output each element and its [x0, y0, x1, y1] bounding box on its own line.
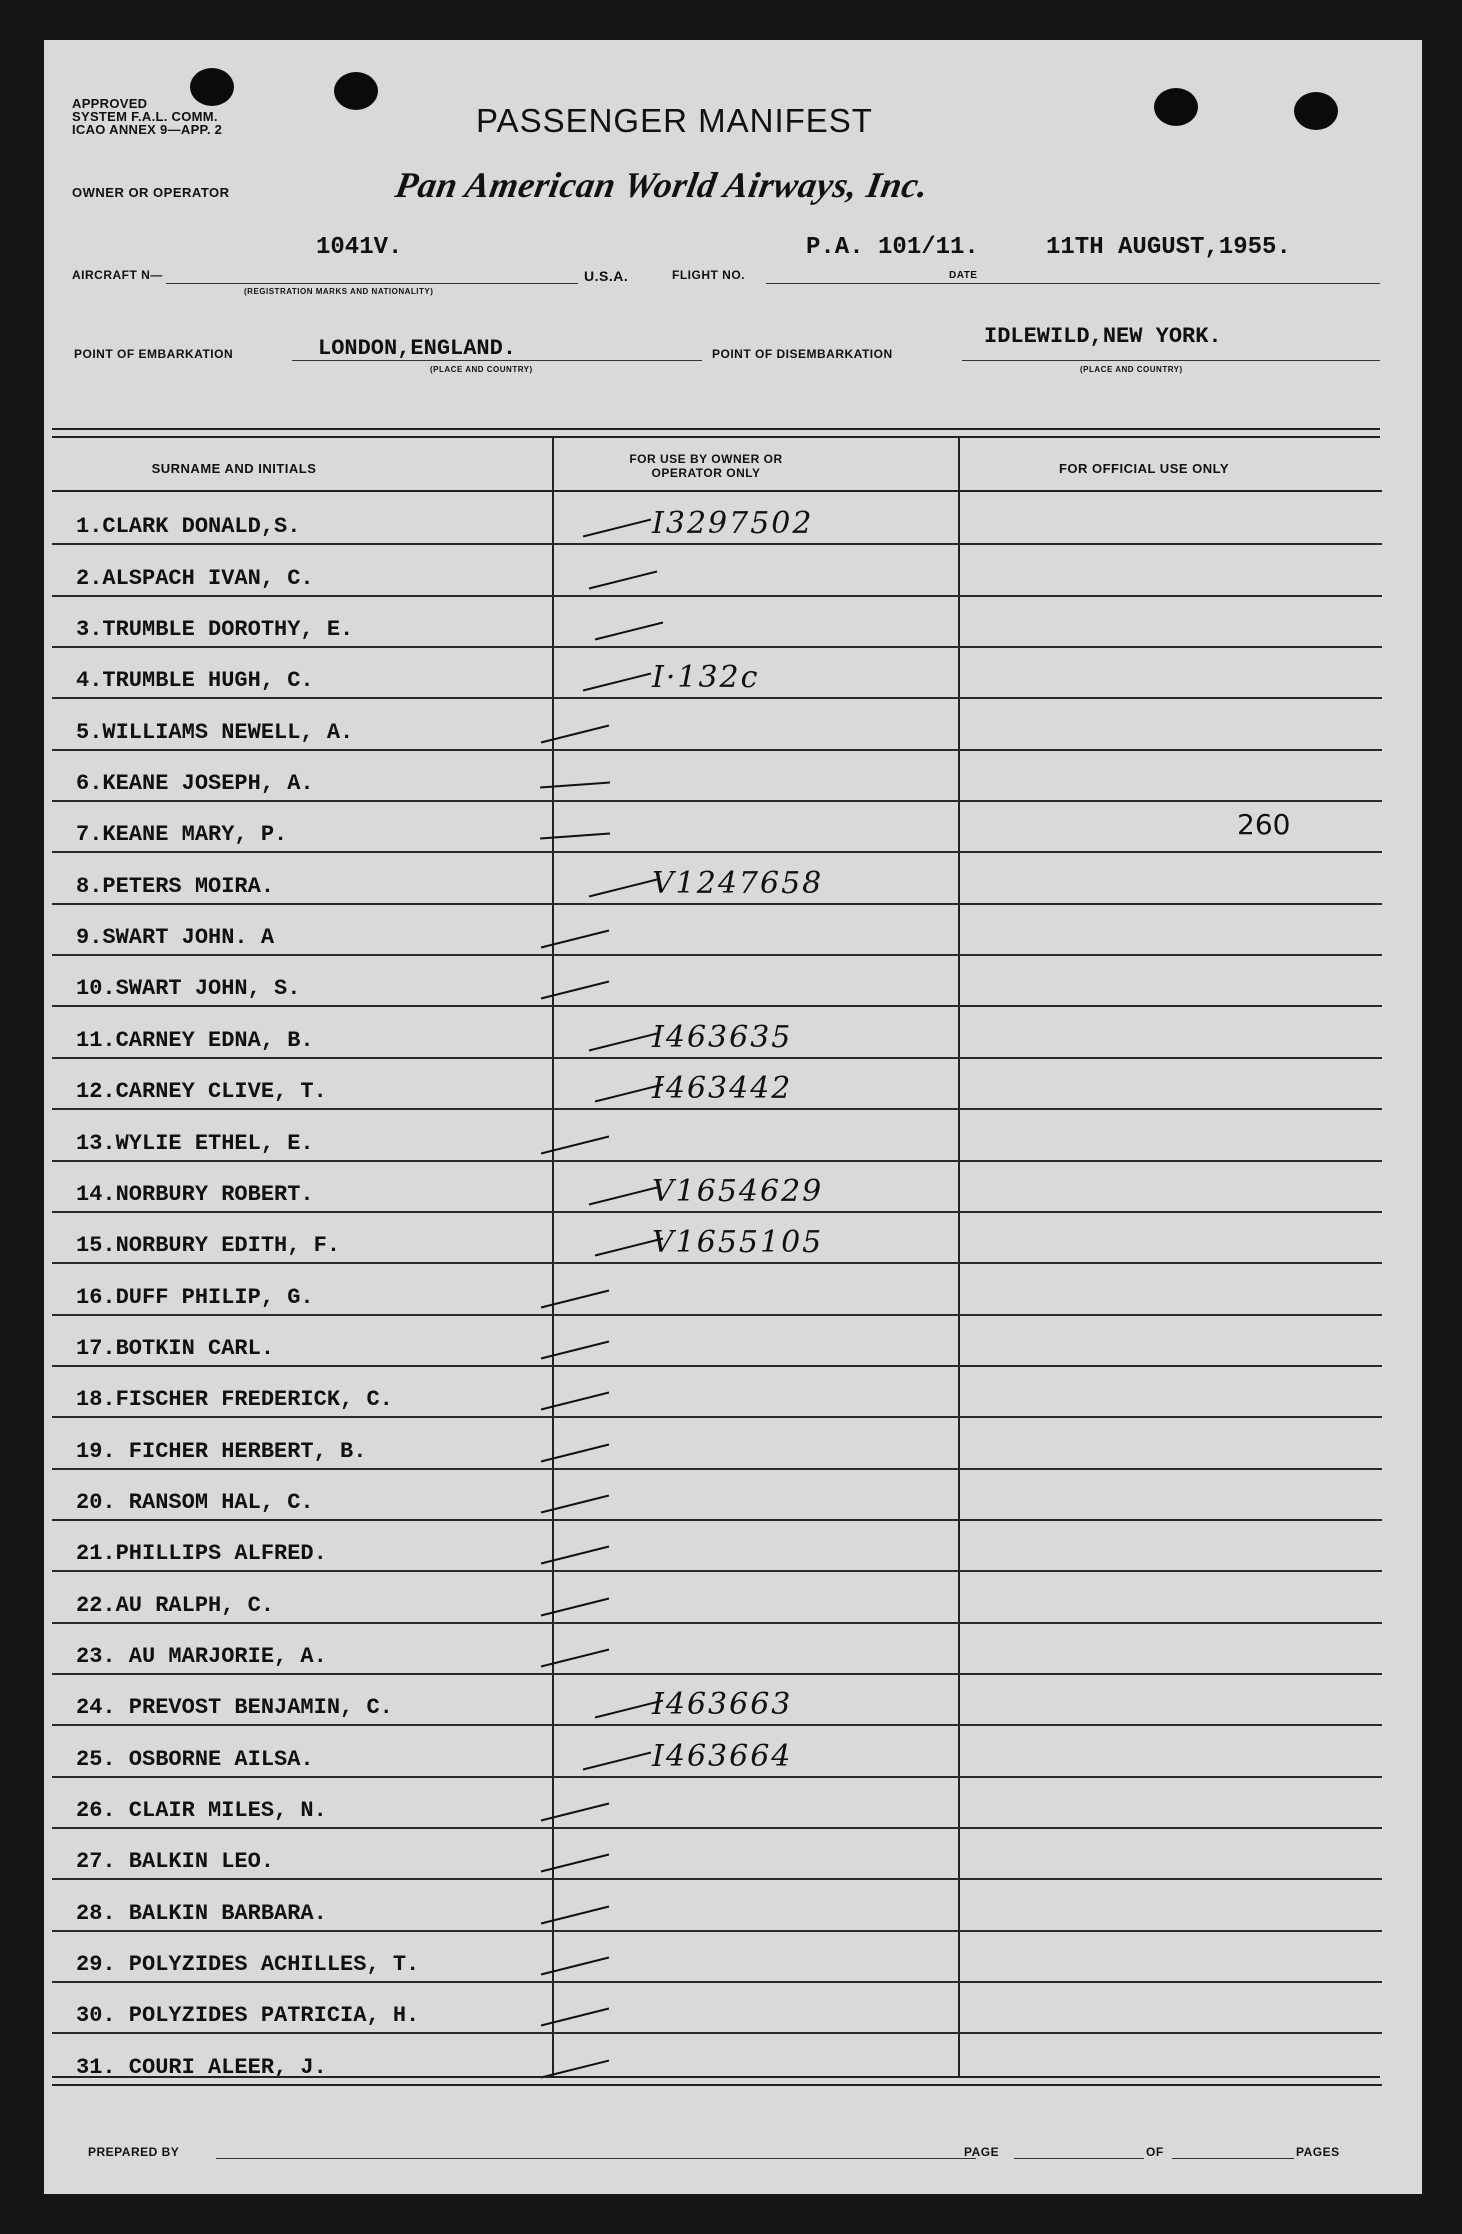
- approval-line: ICAO ANNEX 9—APP. 2: [72, 122, 223, 137]
- passenger-name: 30. POLYZIDES PATRICIA, H.: [76, 2003, 420, 2029]
- passenger-name: 11.CARNEY EDNA, B.: [76, 1027, 314, 1053]
- passenger-name: 5.WILLIAMS NEWELL, A.: [76, 719, 354, 745]
- passenger-name: 29. POLYZIDES ACHILLES, T.: [76, 1952, 420, 1978]
- approval-line: APPROVED: [72, 96, 148, 111]
- operator-note: I3297502: [652, 506, 814, 542]
- table-row: [52, 492, 1382, 545]
- check-mark: [541, 1803, 609, 1822]
- operator-note: V1655105: [652, 1225, 824, 1261]
- table-row: [52, 1519, 1382, 1572]
- operator-name: Pan American World Airways, Inc.: [392, 165, 932, 205]
- check-mark: [540, 833, 610, 840]
- check-mark: [541, 2008, 609, 2027]
- check-mark: [541, 1443, 609, 1462]
- flight-label: FLIGHT NO.: [672, 268, 745, 282]
- table-top-rule: [52, 428, 1380, 438]
- manifest-sheet: [44, 40, 1422, 2194]
- passenger-name: 25. OSBORNE AILSA.: [76, 1746, 314, 1772]
- flight-underline: [766, 283, 1380, 284]
- punch-hole: [334, 72, 378, 110]
- passenger-name: 8.PETERS MOIRA.: [76, 873, 275, 899]
- table-row: [52, 595, 1382, 648]
- table-row: [52, 1468, 1382, 1521]
- official-note: 260: [1237, 808, 1291, 842]
- page-line: [1014, 2158, 1144, 2159]
- prepared-by-label: PREPARED BY: [88, 2145, 180, 2159]
- check-mark: [541, 1957, 609, 1976]
- table-row: [52, 1622, 1382, 1675]
- passenger-name: 21.PHILLIPS ALFRED.: [76, 1541, 327, 1567]
- passenger-name: 7.KEANE MARY, P.: [76, 822, 288, 848]
- check-mark: [583, 673, 651, 692]
- table-row: [52, 1673, 1382, 1726]
- page-label: PAGE: [964, 2145, 1000, 2159]
- embarkation-value: LONDON,ENGLAND.: [318, 336, 517, 361]
- check-mark: [589, 1032, 657, 1051]
- table-row: [52, 1930, 1382, 1983]
- approval-line: SYSTEM F.A.L. COMM.: [72, 109, 218, 124]
- table-bottom-rule: [52, 2076, 1380, 2086]
- passenger-name: 28. BALKIN BARBARA.: [76, 1900, 327, 1926]
- registration-sublabel: (REGISTRATION MARKS AND NATIONALITY): [244, 287, 434, 296]
- prepared-by-line: [216, 2158, 976, 2159]
- table-row: [52, 1057, 1382, 1110]
- table-row: [52, 697, 1382, 750]
- table-row: [52, 851, 1382, 904]
- disembarkation-sublabel: (PLACE AND COUNTRY): [1080, 365, 1183, 374]
- check-mark: [540, 782, 610, 789]
- table-row: [52, 903, 1382, 956]
- check-mark: [541, 1289, 609, 1308]
- table-row: [52, 1314, 1382, 1367]
- passenger-name: 12.CARNEY CLIVE, T.: [76, 1079, 327, 1105]
- check-mark: [541, 1392, 609, 1411]
- passenger-name: 10.SWART JOHN, S.: [76, 976, 301, 1002]
- passenger-name: 18.FISCHER FREDERICK, C.: [76, 1387, 393, 1413]
- disembarkation-value: IDLEWILD,NEW YORK.: [984, 324, 1222, 349]
- check-mark: [541, 1905, 609, 1924]
- passenger-name: 6.KEANE JOSEPH, A.: [76, 771, 314, 797]
- table-row: [52, 1262, 1382, 1315]
- table-row: [52, 543, 1382, 596]
- check-mark: [541, 1597, 609, 1616]
- table-row: [52, 954, 1382, 1007]
- table-row: [52, 646, 1382, 699]
- passenger-name: 13.WYLIE ETHEL, E.: [76, 1130, 314, 1156]
- check-mark: [541, 1546, 609, 1565]
- passenger-name: 26. CLAIR MILES, N.: [76, 1798, 327, 1824]
- passenger-name: 23. AU MARJORIE, A.: [76, 1644, 327, 1670]
- disembarkation-label: POINT OF DISEMBARKATION: [712, 347, 893, 361]
- passenger-name: 22.AU RALPH, C.: [76, 1592, 275, 1618]
- table-row: [52, 1981, 1382, 2034]
- table-row: [52, 1365, 1382, 1418]
- check-mark: [541, 1854, 609, 1873]
- check-mark: [541, 1340, 609, 1359]
- embarkation-underline: [292, 360, 702, 361]
- passenger-name: 19. FICHER HERBERT, B.: [76, 1438, 367, 1464]
- embarkation-label: POINT OF EMBARKATION: [74, 347, 234, 361]
- passenger-name: 14.NORBURY ROBERT.: [76, 1181, 314, 1207]
- operator-note: I·132c: [652, 660, 760, 696]
- operator-note: V1654629: [652, 1173, 824, 1209]
- col-header-official: FOR OFFICIAL USE ONLY: [1058, 461, 1230, 476]
- approval-block: [72, 97, 222, 136]
- check-mark: [589, 570, 657, 589]
- table-row: [52, 1827, 1382, 1880]
- check-mark: [541, 981, 609, 1000]
- col-header-surname: SURNAME AND INITIALS: [151, 461, 317, 476]
- operator-note: I463635: [652, 1019, 793, 1055]
- table-row: [52, 1108, 1382, 1161]
- col-header-owner: FOR USE BY OWNER OR OPERATOR ONLY: [629, 452, 783, 480]
- table-row: [52, 1160, 1382, 1213]
- operator-note: I463663: [652, 1687, 793, 1723]
- operator-note: I463442: [652, 1071, 793, 1107]
- aircraft-underline: [166, 283, 578, 284]
- table-row: [52, 1211, 1382, 1264]
- check-mark: [541, 1495, 609, 1514]
- pages-label: PAGES: [1296, 2145, 1340, 2159]
- of-label: OF: [1146, 2145, 1164, 2159]
- check-mark: [541, 1135, 609, 1154]
- check-mark: [589, 1186, 657, 1205]
- passenger-name: 27. BALKIN LEO.: [76, 1849, 275, 1875]
- table-row: [52, 800, 1382, 853]
- passenger-name: 2.ALSPACH IVAN, C.: [76, 565, 314, 591]
- table-row: [52, 1416, 1382, 1469]
- operator-note: I463664: [652, 1738, 793, 1774]
- disembarkation-underline: [962, 360, 1380, 361]
- check-mark: [541, 930, 609, 949]
- passenger-name: 17.BOTKIN CARL.: [76, 1335, 275, 1361]
- punch-hole: [1294, 92, 1338, 130]
- table-row: [52, 1724, 1382, 1777]
- check-mark: [583, 519, 651, 538]
- table-row: [52, 1570, 1382, 1623]
- passenger-name: 16.DUFF PHILIP, G.: [76, 1284, 314, 1310]
- aircraft-label: AIRCRAFT N—: [72, 268, 163, 282]
- passenger-name: 15.NORBURY EDITH, F.: [76, 1233, 341, 1259]
- check-mark: [583, 1751, 651, 1770]
- check-mark: [541, 1649, 609, 1668]
- check-mark: [589, 878, 657, 897]
- table-row: [52, 1878, 1382, 1931]
- check-mark: [541, 724, 609, 743]
- passenger-name: 20. RANSOM HAL, C.: [76, 1489, 314, 1515]
- aircraft-number: 1041V.: [316, 234, 403, 261]
- page-title: PASSENGER MANIFEST: [476, 102, 873, 139]
- passenger-name: 9.SWART JOHN. A: [76, 925, 275, 951]
- check-mark: [595, 622, 663, 641]
- passenger-name: 3.TRUMBLE DOROTHY, E.: [76, 617, 354, 643]
- of-line: [1172, 2158, 1294, 2159]
- passenger-name: 1.CLARK DONALD,S.: [76, 514, 301, 540]
- table-row: [52, 749, 1382, 802]
- table-row: [52, 1006, 1382, 1059]
- punch-hole: [1154, 88, 1198, 126]
- nationality: U.S.A.: [584, 268, 629, 284]
- passenger-name: 4.TRUMBLE HUGH, C.: [76, 668, 314, 694]
- date-label: DATE: [949, 270, 978, 281]
- owner-label: OWNER OR OPERATOR: [72, 185, 230, 200]
- table-row: [52, 1776, 1382, 1829]
- operator-note: V1247658: [652, 865, 824, 901]
- passenger-name: 31. COURI ALEER, J.: [76, 2054, 327, 2080]
- embarkation-sublabel: (PLACE AND COUNTRY): [430, 365, 533, 374]
- flight-date: 11TH AUGUST,1955.: [1046, 234, 1291, 261]
- passenger-name: 24. PREVOST BENJAMIN, C.: [76, 1695, 393, 1721]
- flight-number: P.A. 101/11.: [806, 234, 979, 261]
